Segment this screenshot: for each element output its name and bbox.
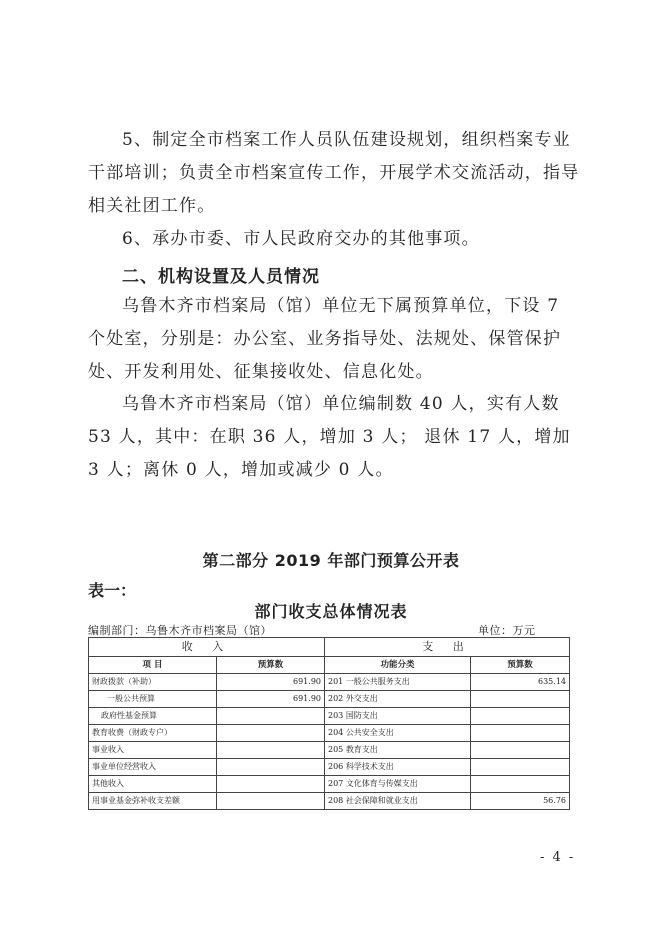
table-header-row bbox=[89, 638, 570, 657]
row-amount bbox=[217, 725, 325, 742]
table-row bbox=[89, 674, 570, 691]
table-row bbox=[89, 759, 570, 776]
row-func: 203 国防支出 bbox=[325, 708, 471, 725]
row-item: 财政拨款（补助） bbox=[89, 674, 217, 691]
table-row bbox=[89, 708, 570, 725]
col-budget-header: 预算数 bbox=[217, 657, 325, 674]
row-func: 205 教育支出 bbox=[325, 742, 471, 759]
unit-label: 单位：万元 bbox=[478, 624, 536, 637]
row-item: 其他收入 bbox=[89, 776, 217, 793]
row-amount2 bbox=[471, 776, 570, 793]
row-amount2 bbox=[471, 708, 570, 725]
expense-header: 支 出 bbox=[325, 638, 570, 657]
paragraph-departments: 乌鲁木齐市档案局（馆）单位无下属预算单位，下设 7 个处室，分别是：办公室、业务指导处、法规处、保管保护处、开发利用处、征集接收处、信息化处。 bbox=[88, 296, 562, 382]
row-item: 一般公共预算 bbox=[89, 691, 217, 708]
budget-table bbox=[88, 637, 570, 810]
income-header: 收 入 bbox=[89, 638, 325, 657]
page-number: - 4 - bbox=[540, 850, 576, 865]
table-title: 部门收支总体情况表 bbox=[254, 602, 408, 621]
table-subheader-row bbox=[89, 657, 570, 674]
table-label: 表一： bbox=[88, 581, 137, 600]
row-item: 用事业基金弥补收支差额 bbox=[89, 793, 217, 810]
row-func: 202 外交支出 bbox=[325, 691, 471, 708]
paragraph-item-6: 6、承办市委、市人民政府交办的其他事项。 bbox=[122, 229, 480, 249]
row-amount2 bbox=[471, 742, 570, 759]
paragraph-staffing: 乌鲁木齐市档案局（馆）单位编制数 40 人，实有人数 53 人，其中：在职 36 人，增加 3 人； 退休 17 人，增加 3 人；离休 0 人，增加或减少 0 人。 bbox=[88, 394, 571, 480]
row-item: 事业单位经营收入 bbox=[89, 759, 217, 776]
row-func: 206 科学技术支出 bbox=[325, 759, 471, 776]
row-func: 207 文化体育与传媒支出 bbox=[325, 776, 471, 793]
row-amount2: 56.76 bbox=[471, 793, 570, 810]
table-row bbox=[89, 776, 570, 793]
col-func-header: 功能分类 bbox=[325, 657, 471, 674]
table-row bbox=[89, 793, 570, 810]
row-amount bbox=[217, 793, 325, 810]
row-amount bbox=[217, 776, 325, 793]
row-func: 204 公共安全支出 bbox=[325, 725, 471, 742]
paragraph-item-5: 5、制定全市档案工作人员队伍建设规划，组织档案专业干部培训；负责全市档案宣传工作，开展学术交流活动，指导相关社团工作。 bbox=[88, 130, 580, 216]
row-amount bbox=[217, 759, 325, 776]
section-heading-organization: 二、机构设置及人员情况 bbox=[122, 267, 320, 287]
row-amount2 bbox=[471, 725, 570, 742]
row-func: 201 一般公共服务支出 bbox=[325, 674, 471, 691]
part-title: 第二部分 2019 年部门预算公开表 bbox=[202, 551, 460, 570]
row-amount: 691.90 bbox=[217, 674, 325, 691]
row-func: 208 社会保障和就业支出 bbox=[325, 793, 471, 810]
row-amount: 691.90 bbox=[217, 691, 325, 708]
table-row bbox=[89, 725, 570, 742]
table-row bbox=[89, 691, 570, 708]
col-budget2-header: 预算数 bbox=[471, 657, 570, 674]
row-item: 政府性基金预算 bbox=[89, 708, 217, 725]
row-item: 事业收入 bbox=[89, 742, 217, 759]
compiling-department: 编制部门：乌鲁木齐市档案局（馆） bbox=[88, 624, 272, 637]
table-row bbox=[89, 742, 570, 759]
col-item-header: 项 目 bbox=[89, 657, 217, 674]
row-amount2 bbox=[471, 691, 570, 708]
row-amount bbox=[217, 708, 325, 725]
row-amount2 bbox=[471, 759, 570, 776]
row-item: 教育收费（财政专户） bbox=[89, 725, 217, 742]
row-amount bbox=[217, 742, 325, 759]
row-amount2: 635.14 bbox=[471, 674, 570, 691]
